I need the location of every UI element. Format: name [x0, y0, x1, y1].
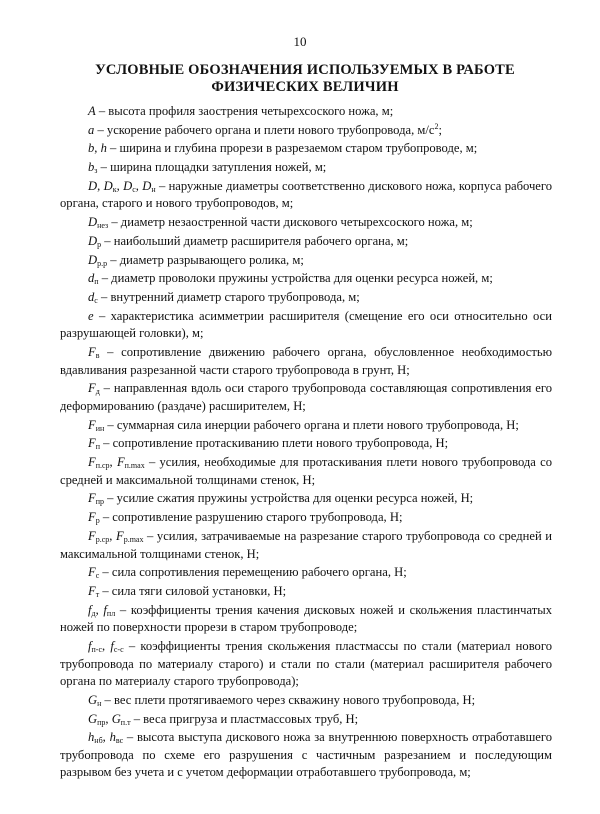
notation-description: – сопротивление движению рабочего органа, обусловленное необходимостью вдавливания разрезанной части старого трубопровода в грунт, Н;	[60, 345, 552, 377]
symbol-part: F	[88, 528, 96, 543]
symbol-part: f	[88, 602, 92, 617]
notation-description: – сила тяги силовой установки, Н;	[99, 583, 287, 598]
notation-item	[60, 417, 552, 435]
symbol-part: d	[88, 290, 95, 305]
notation-description: – усилия, необходимые для протаскивания плети нового трубопровода со средней и максимальной толщинами стенок, Н;	[60, 455, 552, 487]
symbol-subscript: д	[91, 608, 96, 618]
notation-description: – коэффициенты трения скольжения пластмассы по стали (материал нового трубопровода по материалу старого) и стали по стали (материал расширителя рабочего органа по материалу старого трубопровода);	[60, 638, 552, 689]
notation-description: – вес плети протягиваемого через скважину нового трубопровода, Н;	[101, 692, 476, 707]
notation-description: – высота профиля заострения четырехсоского ножа, м;	[95, 104, 394, 118]
notation-item	[60, 711, 552, 729]
notation-item	[60, 509, 552, 527]
symbol-subscript: в	[95, 351, 100, 361]
notation-symbol	[88, 565, 99, 579]
notation-list	[60, 103, 552, 783]
notation-description: – наружные диаметры соответственно дискового ножа, корпуса рабочего органа, старого и нового трубопроводов, м;	[60, 178, 553, 211]
notation-description: – усилия, затрачиваемые на разрезание старого трубопровода со средней и максимальной толщинами стенок, Н;	[60, 528, 552, 561]
notation-symbol	[88, 271, 99, 285]
notation-description: – высота выступа дискового ножа за внутреннюю поверхность отработавшего трубопровода по схеме его разрушения с частичным разрезанием и последующим разрывом без учета и с учетом деформации отработавшего трубопровода, м;	[60, 730, 553, 780]
symbol-part: h	[109, 730, 116, 745]
symbol-part: D	[88, 252, 98, 267]
notation-item	[60, 252, 552, 270]
symbol-part: f	[110, 638, 114, 653]
notation-description: – сила сопротивления перемещению рабочего органа, Н;	[99, 565, 407, 580]
symbol-part: D	[103, 178, 113, 193]
notation-item	[60, 233, 552, 251]
symbol-part: F	[88, 565, 96, 580]
symbol-part: h	[100, 141, 107, 156]
symbol-subscript: п	[95, 442, 100, 452]
symbol-part: F	[88, 583, 96, 598]
notation-item	[60, 103, 552, 121]
symbol-subscript: нез	[97, 221, 109, 231]
notation-symbol	[88, 603, 115, 617]
symbol-part: D	[88, 178, 98, 193]
symbol-part: b	[88, 160, 95, 175]
notation-symbol	[88, 730, 123, 744]
notation-symbol	[88, 712, 131, 726]
symbol-subscript: р	[97, 239, 102, 249]
symbol-subscript: нб	[94, 736, 103, 746]
symbol-subscript: п.т	[120, 717, 131, 727]
symbol-subscript: п-с	[91, 644, 102, 654]
symbol-part: f	[103, 602, 107, 617]
notation-description: – направленная вдоль оси старого трубопровода составляющая сопротивления его деформированию (раздаче) расширителем, Н;	[60, 381, 552, 413]
symbol-subscript: р.max	[123, 534, 144, 544]
notation-item	[60, 435, 552, 453]
notation-item	[60, 344, 552, 379]
notation-symbol	[88, 455, 145, 469]
notation-description: – ускорение рабочего органа и плети нового трубопровода, м/с	[94, 122, 435, 137]
notation-symbol	[88, 381, 100, 395]
symbol-part: h	[88, 730, 95, 745]
symbol-subscript: р	[95, 516, 100, 526]
notation-item	[60, 122, 552, 140]
notation-item	[60, 490, 552, 508]
symbol-part: A	[88, 104, 96, 118]
symbol-part: b	[88, 141, 95, 156]
symbol-part: F	[88, 345, 96, 360]
notation-description: – ширина и глубина прорези в разрезаемом старом трубопроводе, м;	[106, 141, 478, 156]
notation-item	[60, 289, 552, 307]
notation-description: – веса пригруза и пластмассовых труб, Н;	[130, 711, 359, 726]
notation-symbol	[88, 491, 104, 505]
symbol-subscript: с	[94, 296, 98, 306]
notation-item	[60, 638, 552, 691]
page-number: 10	[293, 34, 307, 49]
symbol-part: ,	[116, 178, 124, 193]
symbol-part: ,	[97, 178, 104, 193]
symbol-part: ,	[94, 141, 101, 156]
notation-description: – наибольший диаметр расширителя рабочего органа, м;	[101, 233, 409, 248]
notation-symbol	[88, 141, 107, 155]
notation-symbol	[88, 436, 100, 450]
notation-symbol	[88, 179, 156, 193]
heading-line-2: ФИЗИЧЕСКИХ ВЕЛИЧИН	[211, 79, 399, 95]
notation-description: – диаметр проволоки пружины устройства для оценки ресурса ножей, м;	[98, 271, 493, 286]
symbol-subscript: п.ср	[95, 461, 110, 471]
symbol-subscript: р.р	[97, 258, 108, 268]
symbol-subscript: п.max	[124, 461, 145, 471]
symbol-part: F	[88, 491, 96, 506]
symbol-part: D	[88, 215, 98, 230]
notation-symbol	[88, 418, 104, 432]
notation-description: – сопротивление протаскиванию плети нового трубопровода, Н;	[99, 436, 449, 451]
notation-item	[60, 159, 552, 177]
heading-line-1: УСЛОВНЫЕ ОБОЗНАЧЕНИЯ ИСПОЛЬЗУЕМЫХ В РАБОТЕ	[95, 62, 515, 78]
symbol-part: f	[88, 638, 92, 653]
symbol-subscript: пр	[97, 717, 106, 727]
symbol-part: F	[116, 455, 125, 470]
symbol-part: F	[88, 381, 96, 396]
unit-superscript: 2	[434, 121, 439, 131]
notation-symbol	[88, 104, 96, 118]
symbol-subscript: р.ср	[95, 534, 110, 544]
symbol-subscript: с	[132, 184, 136, 194]
notation-item	[60, 602, 552, 637]
notation-item	[60, 270, 552, 288]
symbol-part: F	[115, 528, 124, 543]
symbol-part: a	[88, 122, 95, 137]
notation-tail: ;	[438, 122, 442, 137]
symbol-part: ,	[102, 730, 110, 745]
notation-symbol	[88, 584, 99, 598]
notation-item	[60, 178, 552, 213]
symbol-part: F	[88, 436, 96, 451]
symbol-subscript: пр	[95, 497, 104, 507]
notation-symbol	[88, 345, 99, 359]
symbol-part: G	[111, 711, 121, 726]
notation-description: – характеристика асимметрии расширителя (смещение его оси относительно оси разрушающей головки), м;	[60, 308, 552, 341]
notation-symbol	[88, 253, 107, 267]
symbol-part: D	[142, 178, 152, 193]
symbol-subscript: пл	[106, 608, 116, 618]
symbol-part: e	[88, 308, 94, 323]
symbol-part: F	[88, 455, 96, 470]
symbol-subscript: з	[94, 166, 98, 176]
symbol-part: G	[88, 692, 98, 707]
symbol-subscript: т	[95, 589, 100, 599]
symbol-subscript: д	[95, 387, 100, 397]
notation-item	[60, 214, 552, 232]
notation-symbol	[88, 693, 101, 707]
notation-description: – диаметр незаостренной части дискового четырехсоского ножа, м;	[108, 215, 473, 230]
notation-description: – суммарная сила инерции рабочего органа и плети нового трубопровода, Н;	[104, 417, 519, 432]
symbol-subscript: с-с	[113, 644, 124, 654]
notation-item	[60, 528, 552, 563]
symbol-part: F	[88, 510, 96, 525]
notation-item	[60, 692, 552, 710]
symbol-part: ,	[135, 178, 143, 193]
notation-description: – сопротивление разрушению старого трубопровода, Н;	[99, 510, 403, 525]
notation-item	[60, 380, 552, 415]
symbol-subscript: с	[95, 571, 100, 581]
notation-description: – внутренний диаметр старого трубопровода, м;	[97, 290, 360, 305]
symbol-subscript: к	[112, 184, 117, 194]
notation-symbol	[88, 510, 100, 524]
symbol-part: D	[88, 233, 98, 248]
symbol-subscript: ин	[95, 423, 105, 433]
notation-item	[60, 729, 552, 782]
symbol-part: ,	[95, 602, 104, 617]
symbol-part: ,	[109, 455, 117, 470]
symbol-subscript: п	[94, 277, 99, 287]
notation-description: – диаметр разрывающего ролика, м;	[107, 252, 304, 267]
symbol-part: d	[88, 271, 95, 286]
symbol-part: G	[88, 711, 98, 726]
symbol-subscript: н	[151, 184, 156, 194]
notation-symbol	[88, 639, 124, 653]
symbol-subscript: н	[97, 698, 102, 708]
symbol-part: F	[88, 417, 96, 432]
symbol-part: ,	[102, 638, 111, 653]
notation-description: – усилие сжатия пружины устройства для оценки ресурса ножей, Н;	[103, 491, 474, 506]
notation-description: – ширина площадки затупления ножей, м;	[97, 160, 327, 175]
notation-description: – коэффициенты трения качения дисковых ножей и скольжения пластинчатых ножей по поверхности прорези в старом трубопроводе;	[60, 602, 552, 635]
notation-item	[60, 454, 552, 489]
notation-item	[60, 140, 552, 158]
notation-item	[60, 564, 552, 582]
notation-item	[60, 308, 552, 343]
notation-symbol	[88, 234, 101, 248]
notation-item	[60, 583, 552, 601]
notation-symbol	[88, 529, 143, 543]
symbol-part: ,	[109, 528, 116, 543]
symbol-subscript: вс	[115, 736, 124, 746]
notation-symbol	[88, 290, 98, 304]
symbol-part: D	[123, 178, 133, 193]
section-heading	[60, 62, 550, 96]
notation-symbol	[88, 215, 108, 229]
symbol-part: ,	[105, 711, 112, 726]
